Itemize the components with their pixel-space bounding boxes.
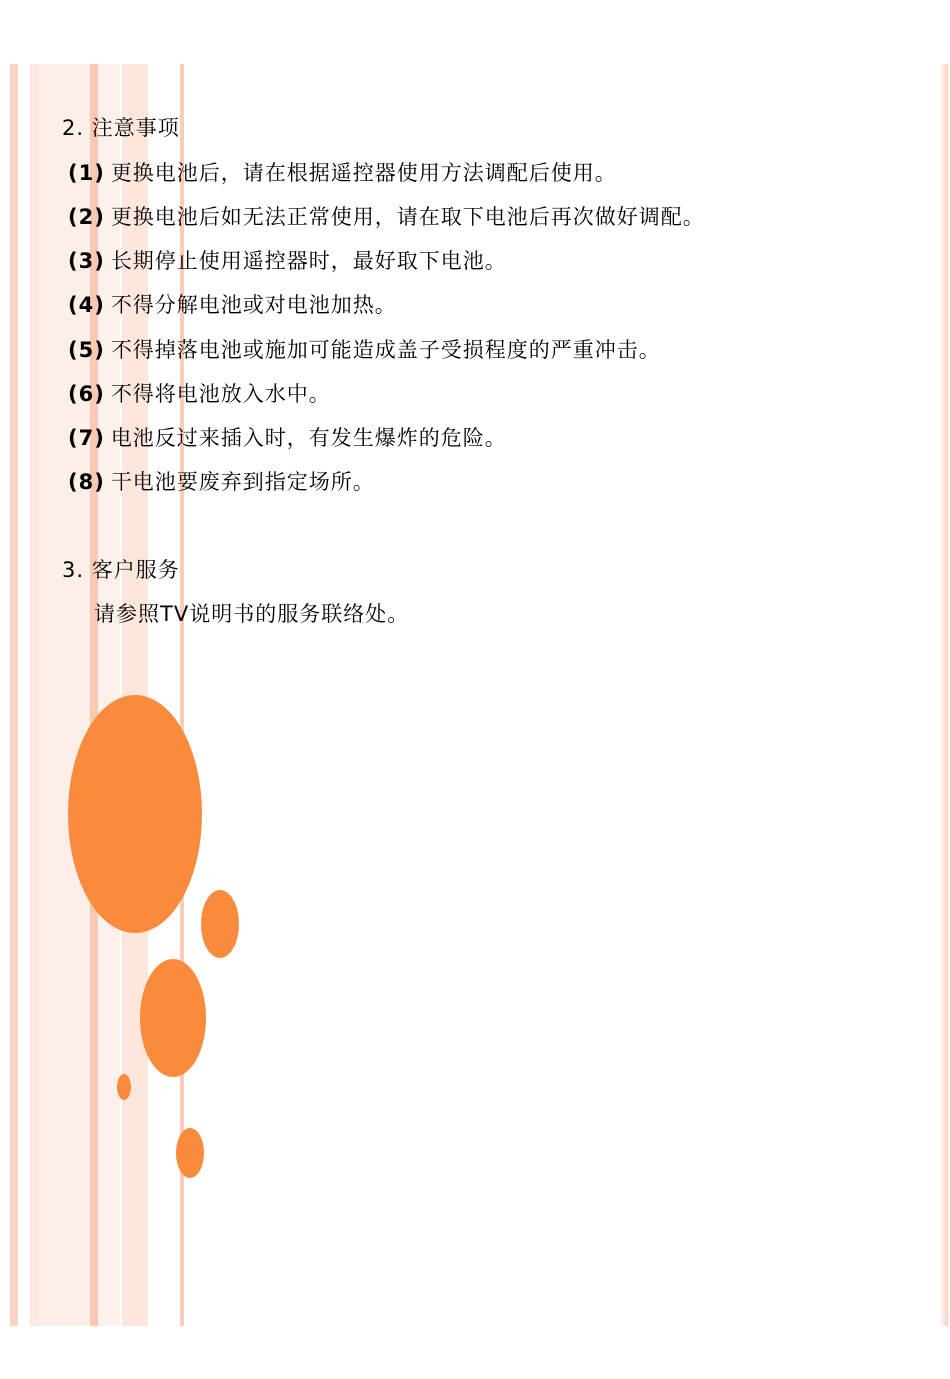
list-item [68, 201, 705, 231]
item-number: (8) [68, 470, 105, 494]
list-item [68, 466, 375, 496]
item-number: (3) [68, 249, 105, 273]
list-item [68, 245, 507, 275]
tiny-circle [117, 1074, 131, 1100]
item-text: 不得分解电池或对电池加热。 [110, 293, 397, 317]
item-number: (7) [68, 426, 105, 450]
large-circle [68, 695, 202, 933]
list-item [68, 422, 507, 452]
small-circle [201, 890, 239, 958]
item-text: 不得将电池放入水中。 [110, 382, 331, 406]
list-item [68, 378, 331, 408]
list-item [68, 157, 617, 187]
item-text: 电池反过来插入时，有发生爆炸的危险。 [110, 426, 507, 450]
list-item [68, 289, 397, 319]
item-text: 不得掉落电池或施加可能造成盖子受损程度的严重冲击。 [110, 338, 661, 362]
item-number: (1) [68, 161, 105, 185]
item-text: 干电池要废弃到指定场所。 [110, 470, 375, 494]
item-number: (6) [68, 382, 105, 406]
item-text: 更换电池后，请在根据遥控器使用方法调配后使用。 [110, 161, 617, 185]
medium-circle [140, 959, 206, 1077]
item-number: (2) [68, 205, 105, 229]
item-number: (5) [68, 338, 105, 362]
item-text: 更换电池后如无法正常使用，请在取下电池后再次做好调配。 [110, 205, 705, 229]
section-3-body: 请参照TV说明书的服务联络处。 [94, 602, 410, 626]
item-text: 长期停止使用遥控器时，最好取下电池。 [110, 249, 507, 273]
small-circle [176, 1128, 204, 1178]
list-item [68, 334, 661, 364]
section-2-title: 2. 注意事项 [62, 116, 180, 140]
item-number: (4) [68, 293, 105, 317]
section-3-title: 3. 客户服务 [62, 558, 180, 582]
